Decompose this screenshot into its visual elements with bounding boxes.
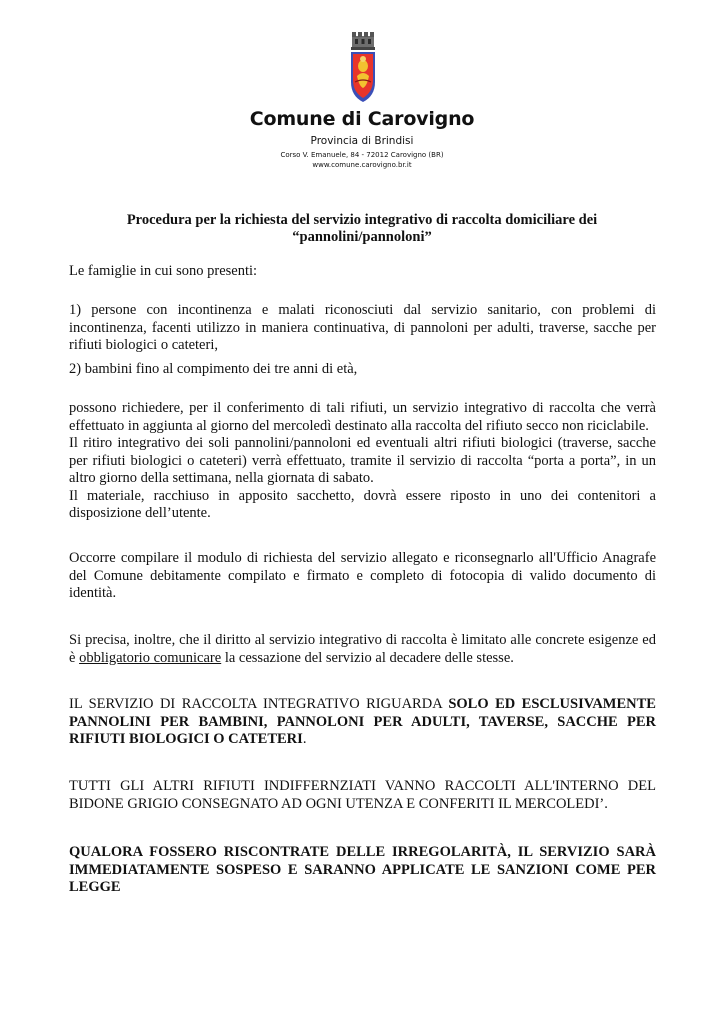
request-text-2: Il ritiro integrativo dei soli pannolini/pannoloni ed eventuali altri rifiuti biologici (traverse, sacche per rifiuti biologici o cateteri) verrà effettuato, tramite il servizio di raccolta “porta a porta”, in un altro giorno della settimana, nella giornata di sabato.: [69, 435, 656, 486]
website-link[interactable]: www.comune.carovigno.br.it: [312, 161, 412, 169]
intro-paragraph: Le famiglie in cui sono presenti:: [69, 263, 258, 279]
service-scope-end: .: [302, 731, 307, 747]
request-text-1: possono richiedere, per il conferimento di tali rifiuti, un servizio integrativo di raccolta che verrà effettuato in aggiunta al giorno del mercoledì destinato alla raccolta del rifiuto secco non riciclabile.: [69, 400, 656, 434]
limit-paragraph: [69, 632, 656, 667]
other-waste-paragraph: TUTTI GLI ALTRI RIFIUTI INDIFFERNZIATI VANNO RACCOLTI ALL'INTERNO DEL BIDONE GRIGIO CONSEGNATO AD OGNI UTENZA E CONFERITI IL MERCOLEDI’.: [69, 778, 656, 812]
limit-text-after: la cessazione del servizio al decadere delle stesse.: [221, 649, 514, 666]
service-scope-paragraph: [69, 696, 656, 749]
service-scope-items: SOLO ED ESCLUSIVAMENTE PANNOLINI PER BAMBINI, PANNOLONI PER ADULTI, TAVERSE, SACCHE PER RIFIUTI BIOLOGICI O CATETERI: [69, 696, 656, 747]
document-title-line-2: “pannolini/pannoloni”: [292, 229, 432, 245]
municipality-title: Comune di Carovigno: [249, 108, 475, 130]
obligation-underlined-text: obbligatorio comunicare: [79, 649, 222, 666]
province-label: Provincia di Brindisi: [310, 135, 414, 147]
request-text-3: Il materiale, racchiuso in apposito sacchetto, dovrà essere riposto in uno dei contenitori a disposizione dell’utente.: [69, 487, 656, 521]
warning-paragraph: QUALORA FOSSERO RISCONTRATE DELLE IRREGOLARITÀ, IL SERVIZIO SARÀ IMMEDIATAMENTE SOSPESO E SARANNO APPLICATE LE SANZIONI COME PER LEGGE: [69, 844, 656, 895]
form-paragraph: Occorre compilare il modulo di richiesta del servizio allegato e riconsegnarlo all'Ufficio Anagrafe del Comune debitamente compilato e firmato e completo di fotocopia di valido documento di identità.: [69, 550, 656, 601]
list-item-incontinence: 1) persone con incontinenza e malati riconosciuti dal servizio sanitario, con problemi di incontinenza, facenti utilizzo in maniera continuativa, di pannoloni per adulti, traverse, sacche per rifiuti biologici o cateteri,: [69, 302, 656, 353]
document-title-line-1: Procedura per la richiesta del servizio integrativo di raccolta domiciliare dei: [126, 212, 598, 228]
document-title: [80, 212, 644, 246]
service-scope-intro: IL SERVIZIO DI RACCOLTA INTEGRATIVO RIGUARDA: [69, 696, 449, 712]
comune-di-carovigno-crest-icon: [346, 30, 380, 104]
list-item-children: 2) bambini fino al compimento dei tre anni di età,: [69, 361, 358, 377]
limit-text-before: Si precisa, inoltre, che il diritto al servizio integrativo di raccolta è limitato alle concrete esigenze ed è: [69, 632, 656, 666]
request-paragraph: [69, 400, 656, 523]
address-line: Corso V. Emanuele, 84 - 72012 Carovigno (BR): [280, 151, 444, 159]
